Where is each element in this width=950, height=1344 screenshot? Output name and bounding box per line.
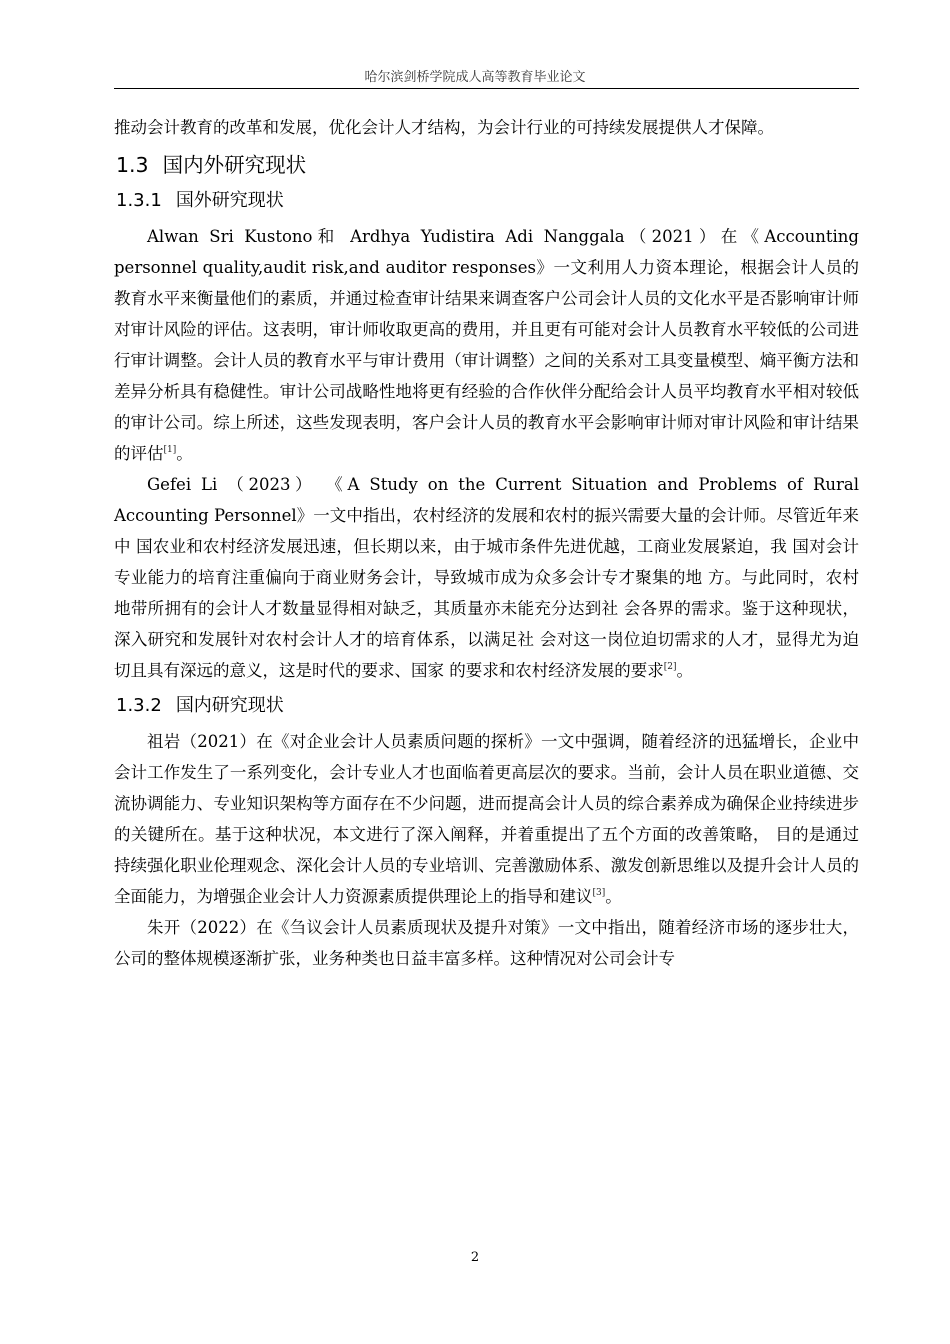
foreign-research-paragraph-1 [114,221,859,469]
intro-paragraph [114,112,859,143]
citation-marker: [1] [163,445,177,455]
page-body [114,112,859,974]
citation-marker: [2] [663,662,677,672]
paragraph-text: Alwan Sri Kustono和 Ardhya Yudistira Adi Nanggala（2021）在《Accounting personnel quality,audit risk,and auditor responses》一文利用人力资本理论，根据会计人员的教育水平来衡量他们的素质，并通过检查审计结果来调查客户公司会计人员的文化水平是否影响审计师对审计风险的评估。这表明，审计师收取更高的费用，并且更有可能对会计人员教育水平较低的公司进行审计调整。会计人员的教育水平与审计费用（审计调整）之间的关系对工具变量模型、熵平衡方法和差异分析具有稳健性。审计公司战略性地将更有经验的合作伙伴分配给会计人员平均教育水平相对较低的审计公司。综上所述，这些发现表明，客户会计人员的教育水平会影响审计师对审计风险和审计结果的评估 [114,227,859,463]
header-divider [114,88,859,89]
subsection-title: 国外研究现状 [175,190,284,211]
domestic-research-paragraph-1 [114,726,859,912]
section-heading-1-3 [116,151,859,179]
page-number: 2 [470,1250,480,1265]
foreign-research-paragraph-2 [114,469,859,686]
subsection-heading-1-3-1 [116,187,859,215]
paragraph-end: 。 [676,661,693,680]
paragraph-text: 朱开（2022）在《刍议会计人员素质现状及提升对策》一文中指出，随着经济市场的逐步壮大，公司的整体规模逐渐扩张，业务种类也日益丰富多样。这种情况对公司会计专 [114,918,859,968]
domestic-research-paragraph-2 [114,912,859,974]
intro-text: 推动会计教育的改革和发展，优化会计人才结构，为会计行业的可持续发展提供人才保障。 [114,118,774,137]
paragraph-end: 。 [605,887,622,906]
subsection-title: 国内研究现状 [175,695,284,716]
page-header-title: 哈尔滨剑桥学院成人高等教育毕业论文 [364,70,586,85]
paragraph-text: 祖岩（2021）在《对企业会计人员素质问题的探析》一文中强调，随着经济的迅猛增长，企业中会计工作发生了一系列变化，会计专业人才也面临着更高层次的要求。当前，会计人员在职业道德、交流协调能力、专业知识架构等方面存在不少问题，进而提高会计人员的综合素养成为确保企业持续进步的关键所在。基于这种状况，本文进行了深入阐释，并着重提出了五个方面的改善策略， 目的是通过持续强化职业伦理观念、深化会计人员的专业培训、完善激励体系、激发创新思维以及提升会计人员的全面能力，为增强企业会计人力资源素质提供理论上的指导和建议 [114,732,859,906]
citation-marker: [3] [592,888,606,898]
paragraph-text: Gefei Li （2023） 《A Study on the Current Situation and Problems of Rural Accounting Personnel》一文中指出，农村经济的发展和农村的振兴需要大量的会计师。尽管近年来中 国农业和农村经济发展迅速，但长期以来，由于城市条件先进优越，工商业发展紧迫，我 国对会计专业能力的培育注重偏向于商业财务会计，导致城市成为众多会计专才聚集的地 方。与此同时，农村地带所拥有的会计人才数量显得相对缺乏，其质量亦未能充分达到社 会各界的需求。鉴于这种现状，深入研究和发展针对农村会计人才的培育体系，以满足社 会对这一岗位迫切需求的人才，显得尤为迫切且具有深远的意义，这是时代的要求、国家 的要求和农村经济发展的要求 [114,475,859,680]
subsection-heading-1-3-2 [116,692,859,720]
section-number: 1.3 [116,153,149,177]
paragraph-end: 。 [176,444,193,463]
subsection-number: 1.3.2 [116,695,162,716]
section-title: 国内外研究现状 [162,153,307,177]
subsection-number: 1.3.1 [116,190,162,211]
